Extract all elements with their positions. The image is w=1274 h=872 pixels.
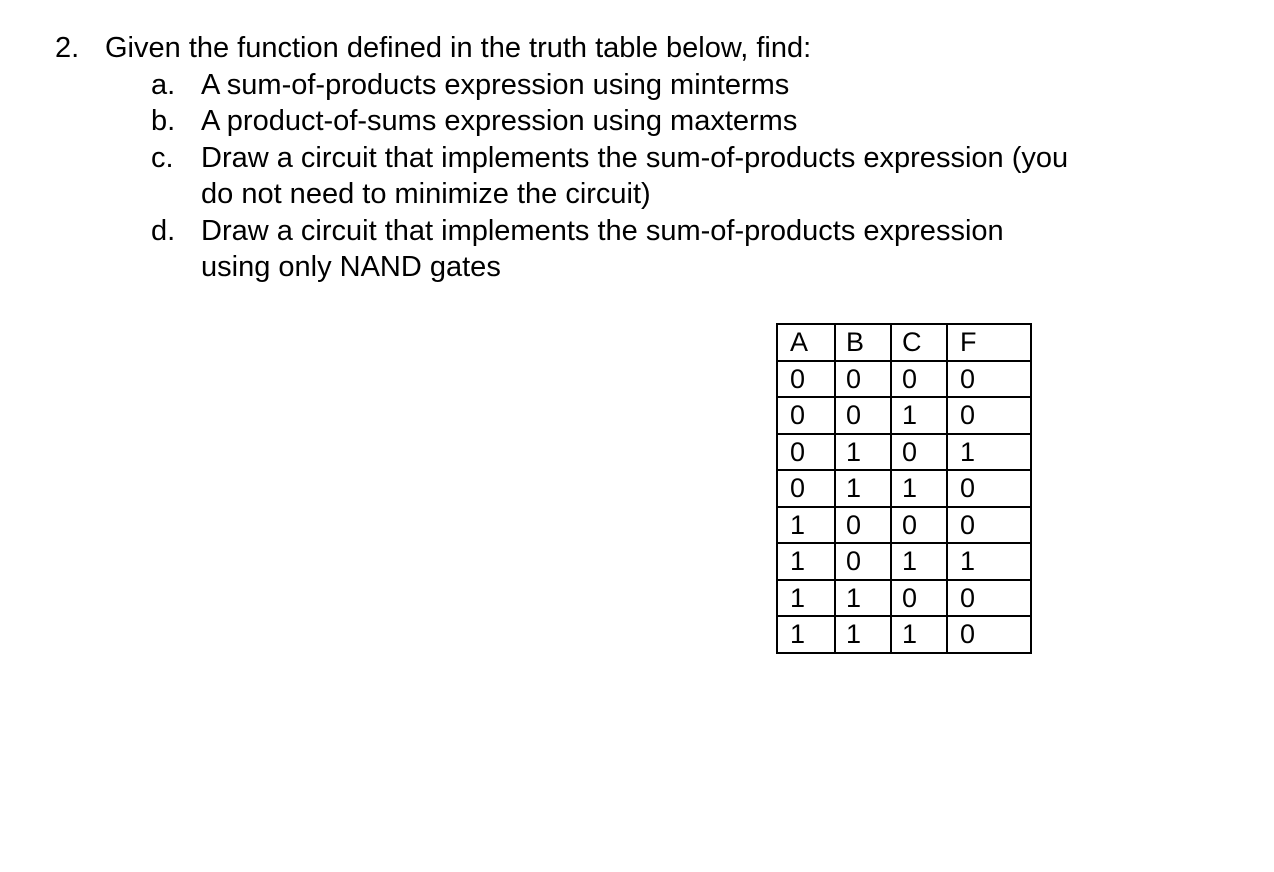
cell-c: 1 (891, 616, 947, 653)
question-number: 2. (55, 32, 80, 64)
part-line: A product-of-sums expression using maxterms (201, 105, 798, 137)
cell-a: 0 (777, 434, 835, 471)
header-f: F (947, 324, 1031, 361)
cell-a: 0 (777, 397, 835, 434)
part-text (201, 67, 789, 104)
cell-f: 1 (947, 543, 1031, 580)
cell-f: 0 (947, 361, 1031, 398)
cell-f: 0 (947, 507, 1031, 544)
table-row (777, 580, 1031, 617)
part-a (151, 67, 1235, 104)
cell-b: 0 (835, 397, 891, 434)
cell-a: 0 (777, 470, 835, 507)
part-line: do not need to minimize the circuit) (201, 178, 651, 210)
cell-b: 1 (835, 434, 891, 471)
table-row (777, 361, 1031, 398)
cell-f: 1 (947, 434, 1031, 471)
question-prompt: Given the function defined in the truth table below, find: (105, 32, 812, 64)
part-b (151, 103, 1235, 140)
cell-c: 1 (891, 543, 947, 580)
cell-b: 0 (835, 543, 891, 580)
cell-a: 1 (777, 507, 835, 544)
truth-table (776, 323, 1032, 654)
table-row (777, 470, 1031, 507)
part-letter: d. (151, 214, 176, 247)
header-b: B (835, 324, 891, 361)
part-line: A sum-of-products expression using minterms (201, 68, 790, 101)
cell-c: 0 (891, 434, 947, 471)
part-letter: b. (151, 105, 176, 137)
cell-c: 0 (891, 580, 947, 617)
part-line: using only NAND gates (201, 251, 501, 283)
table-header-row (777, 324, 1031, 361)
cell-f: 0 (947, 616, 1031, 653)
cell-b: 0 (835, 507, 891, 544)
part-d (151, 213, 1235, 286)
table-row (777, 616, 1031, 653)
cell-a: 1 (777, 543, 835, 580)
part-text (201, 140, 1068, 213)
cell-c: 1 (891, 397, 947, 434)
part-letter: c. (151, 141, 174, 174)
question-header (55, 30, 1235, 67)
part-letter: a. (151, 68, 176, 101)
part-text (201, 213, 1004, 286)
part-line: Draw a circuit that implements the sum-of-products expression (201, 214, 1004, 247)
table-row (777, 397, 1031, 434)
table-row (777, 543, 1031, 580)
cell-a: 1 (777, 580, 835, 617)
question-block (55, 30, 1235, 286)
header-a: A (777, 324, 835, 361)
part-text (201, 103, 797, 140)
cell-f: 0 (947, 397, 1031, 434)
cell-a: 0 (777, 361, 835, 398)
cell-a: 1 (777, 616, 835, 653)
cell-c: 0 (891, 361, 947, 398)
cell-b: 1 (835, 616, 891, 653)
cell-c: 0 (891, 507, 947, 544)
cell-b: 1 (835, 470, 891, 507)
table-row (777, 507, 1031, 544)
table-row (777, 434, 1031, 471)
cell-f: 0 (947, 580, 1031, 617)
cell-f: 0 (947, 470, 1031, 507)
cell-b: 0 (835, 361, 891, 398)
part-c (151, 140, 1235, 213)
header-c: C (891, 324, 947, 361)
cell-b: 1 (835, 580, 891, 617)
cell-c: 1 (891, 470, 947, 507)
part-line: Draw a circuit that implements the sum-of-products expression (you (201, 141, 1069, 174)
